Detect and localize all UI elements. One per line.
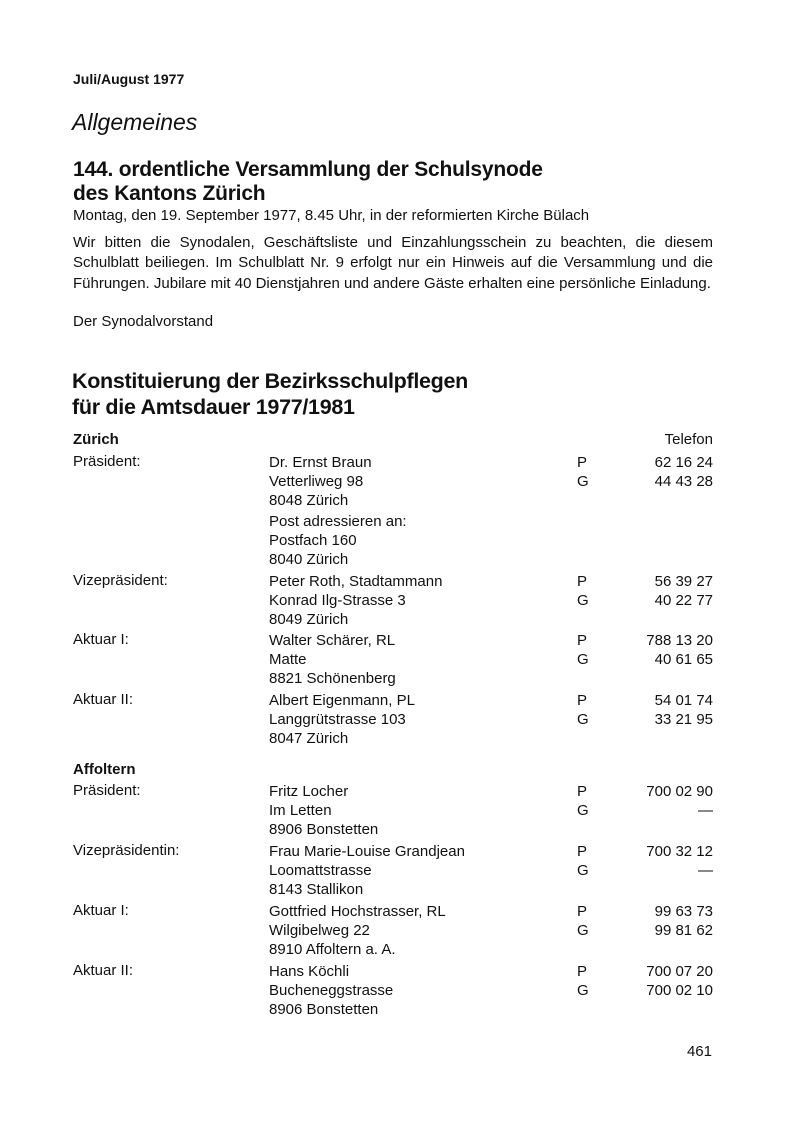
entry-line: Vetterliweg 98 xyxy=(269,473,364,490)
entry-line: 8040 Zürich xyxy=(269,551,349,568)
pg-code: G xyxy=(577,922,589,939)
entry-line: 8047 Zürich xyxy=(269,730,349,747)
entry-address xyxy=(269,842,465,899)
pg-code: P xyxy=(577,573,588,590)
entry-role: Aktuar I: xyxy=(73,902,129,919)
entry-pg-codes xyxy=(577,782,589,820)
phone-number: 54 01 74 xyxy=(654,692,713,709)
entry-line: Hans Köchli xyxy=(269,963,350,980)
pg-code: P xyxy=(577,843,588,860)
entry-phones xyxy=(655,902,713,940)
entry-line: Dr. Ernst Braun xyxy=(269,454,372,471)
entry-address xyxy=(269,782,378,839)
article1-title-line1: 144. ordentliche Versammlung der Schulsynode xyxy=(73,158,543,181)
entry-line: Matte xyxy=(269,651,307,668)
entry-line: Wilgibelweg 22 xyxy=(269,922,370,939)
page-number: 461 xyxy=(686,1043,712,1060)
entry-pg-codes xyxy=(577,691,589,729)
article1-title-line2: des Kantons Zürich xyxy=(73,182,266,205)
entry-pg-codes xyxy=(577,631,589,669)
entry-address xyxy=(269,572,442,629)
phone-number: 700 02 10 xyxy=(646,982,713,999)
entry-line: 8821 Schönenberg xyxy=(269,670,396,687)
entry-line: 8906 Bonstetten xyxy=(269,821,379,838)
entry-line: Bucheneggstrasse xyxy=(269,982,394,999)
entry-line: Post adressieren an: xyxy=(269,513,407,530)
phone-number: 99 63 73 xyxy=(654,903,713,920)
entry-phones xyxy=(655,572,713,610)
entry-line: Konrad Ilg-Strasse 3 xyxy=(269,592,406,609)
header-date: Juli/August 1977 xyxy=(73,71,185,87)
phone-number: 700 32 12 xyxy=(646,843,713,860)
phone-number: 700 02 90 xyxy=(646,783,713,800)
section-label: Allgemeines xyxy=(72,109,198,135)
entry-line: Frau Marie-Louise Grandjean xyxy=(269,843,465,860)
district-heading-zuerich: Zürich xyxy=(73,431,119,448)
entry-role: Präsident: xyxy=(73,782,141,799)
entry-role: Präsident: xyxy=(73,453,141,470)
phone-number: 62 16 24 xyxy=(654,454,713,471)
entry-address xyxy=(269,962,393,1019)
entry-line: Loomattstrasse xyxy=(269,862,372,879)
pg-code: P xyxy=(577,903,588,920)
pg-code: G xyxy=(577,982,589,999)
entry-phones xyxy=(655,691,713,729)
entry-pg-codes xyxy=(577,453,589,491)
pg-code: G xyxy=(577,592,589,609)
entry-pg-codes xyxy=(577,962,589,1000)
phone-number: 33 21 95 xyxy=(654,711,713,728)
phone-number: 99 81 62 xyxy=(654,922,713,939)
entry-line: Gottfried Hochstrasser, RL xyxy=(269,903,446,920)
entry-line: Im Letten xyxy=(269,802,332,819)
district-heading-affoltern: Affoltern xyxy=(73,761,136,778)
pg-code: G xyxy=(577,802,589,819)
entry-role: Vizepräsident: xyxy=(73,572,168,589)
phone-number: — xyxy=(698,862,713,879)
article1-date-line: Montag, den 19. September 1977, 8.45 Uhr, in der reformierten Kirche Bülach xyxy=(73,207,590,224)
entry-role: Vizepräsidentin: xyxy=(73,842,180,859)
entry-role: Aktuar II: xyxy=(73,691,134,708)
entry-phones xyxy=(655,453,713,491)
phone-number: — xyxy=(698,802,713,819)
article1-body-text: Wir bitten die Synodalen, Geschäftsliste und Einzahlungsschein zu beachten, die diesem Schulblatt beiliegen. Im Schulblatt Nr. 9 erfolgt nur ein Hinweis auf die Versammlung und die Führungen. Jubilare mit 40 Dienstjahren und andere Gäste erhalten eine persönliche Einladung. xyxy=(73,234,713,292)
article2-title-line1: Konstituierung der Bezirksschulpflegen xyxy=(72,369,468,393)
entry-phones xyxy=(646,842,713,880)
entry-line: 8143 Stallikon xyxy=(269,881,364,898)
entry-line: Postfach 160 xyxy=(269,532,357,549)
phone-number: 788 13 20 xyxy=(646,632,713,649)
entry-pg-codes xyxy=(577,572,589,610)
entry-line: 8049 Zürich xyxy=(269,611,349,628)
entry-phones xyxy=(646,782,713,820)
entry-line: Walter Schärer, RL xyxy=(269,632,396,649)
article1-body xyxy=(73,233,713,294)
entry-address xyxy=(269,453,372,510)
entry-address xyxy=(269,902,446,959)
phone-number: 700 07 20 xyxy=(646,963,713,980)
entry-phones xyxy=(646,631,713,669)
pg-code: P xyxy=(577,632,588,649)
pg-code: P xyxy=(577,692,588,709)
pg-code: P xyxy=(577,454,588,471)
pg-code: G xyxy=(577,473,589,490)
phone-number: 56 39 27 xyxy=(654,573,713,590)
pg-code: P xyxy=(577,783,588,800)
article2-title-line2: für die Amtsdauer 1977/1981 xyxy=(72,395,355,419)
entry-line: Albert Eigenmann, PL xyxy=(269,692,415,709)
pg-code: P xyxy=(577,963,588,980)
entry-line: 8910 Affoltern a. A. xyxy=(269,941,396,958)
entry-role: Aktuar I: xyxy=(73,631,129,648)
entry-pg-codes xyxy=(577,842,589,880)
entry-address xyxy=(269,631,396,688)
entry-phones xyxy=(646,962,713,1000)
entry-line: 8048 Zürich xyxy=(269,492,349,509)
pg-code: G xyxy=(577,711,589,728)
phone-number: 44 43 28 xyxy=(654,473,713,490)
phone-number: 40 22 77 xyxy=(654,592,713,609)
phone-number: 40 61 65 xyxy=(654,651,713,668)
entry-role: Aktuar II: xyxy=(73,962,134,979)
entry-address xyxy=(269,512,407,569)
pg-code: G xyxy=(577,862,589,879)
entry-line: Fritz Locher xyxy=(269,783,349,800)
entry-pg-codes xyxy=(577,902,589,940)
article1-signature: Der Synodalvorstand xyxy=(73,313,214,330)
entry-line: Peter Roth, Stadtammann xyxy=(269,573,443,590)
entry-line: 8906 Bonstetten xyxy=(269,1001,379,1018)
entry-line: Langgrütstrasse 103 xyxy=(269,711,406,728)
pg-code: G xyxy=(577,651,589,668)
entry-address xyxy=(269,691,415,748)
telefon-column-header: Telefon xyxy=(664,431,713,448)
